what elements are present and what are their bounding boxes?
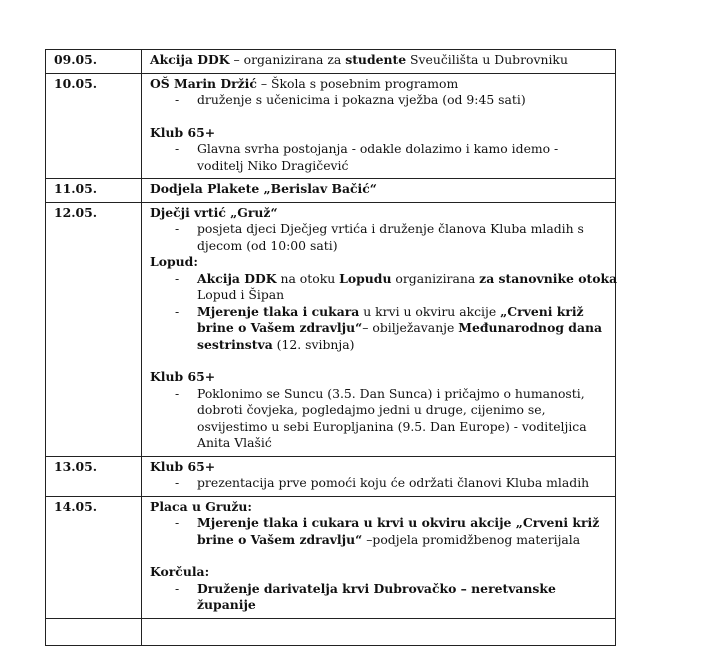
bold-text: za stanovnike otoka	[479, 270, 618, 286]
bold-text: Mjerenje tlaka i cukara	[197, 303, 360, 319]
bold-text: Lopud:	[150, 254, 198, 269]
bold-text: Klub 65+	[150, 124, 216, 140]
bold-text: Korčula:	[150, 564, 210, 579]
item-line	[197, 158, 611, 175]
dash-bullet: -	[175, 221, 180, 236]
text: Lopud i Šipan	[197, 287, 285, 302]
item-line	[197, 515, 611, 532]
text: posjeta djeci Dječjeg vrtića i druženje članova Kluba mladih s	[197, 221, 584, 236]
item-line	[197, 320, 611, 337]
row-details	[142, 179, 616, 203]
row-date-empty	[46, 618, 142, 645]
bold-text: Klub 65+	[150, 369, 216, 384]
block-heading	[150, 564, 611, 581]
row-details-empty	[142, 618, 616, 645]
blank-line	[150, 109, 611, 125]
row-details	[142, 50, 616, 74]
block-heading	[150, 459, 611, 476]
row-date: 09.05.	[46, 50, 142, 74]
bold-text: Dodjela Plakete „Berislav Bačić“	[150, 181, 377, 196]
schedule-row	[46, 73, 616, 179]
text: dobroti čovjeka, pogledajmo jedni u druge, cijenimo se,	[197, 402, 546, 417]
text: druženje s učenicima i pokazna vježba (od 9:45 sati)	[197, 92, 526, 107]
bullet-item	[150, 221, 611, 254]
block-heading	[150, 76, 611, 93]
bullet-item	[150, 475, 611, 492]
bullet-item	[150, 581, 611, 614]
text: – Škola s posebnim programom	[256, 75, 459, 91]
item-line	[197, 287, 611, 304]
schedule-body	[46, 50, 616, 646]
event-schedule-table	[45, 49, 616, 646]
bold-text: sestrinstva	[197, 336, 273, 352]
text: djecom (od 10:00 sati)	[197, 237, 338, 253]
bullet-item	[150, 141, 611, 174]
text: osvijestimo u sebi Europljanina (9.5. Dan Europe) - voditeljica	[197, 418, 587, 434]
dash-bullet: -	[175, 475, 180, 490]
row-date: 12.05.	[46, 202, 142, 456]
text: u krvi u okviru akcije	[359, 303, 501, 319]
dash-bullet: -	[175, 580, 180, 596]
text: na otoku	[276, 270, 340, 286]
schedule-row	[46, 496, 616, 618]
item-line	[197, 270, 618, 288]
blank-line	[150, 353, 611, 369]
text: (12. svibnja)	[272, 336, 355, 352]
dash-bullet: -	[175, 515, 180, 530]
block-heading	[150, 205, 611, 222]
schedule-row	[46, 456, 616, 496]
item-line	[197, 92, 611, 109]
text: Sveučilišta u Dubrovniku	[406, 52, 568, 67]
item-line	[197, 419, 611, 436]
item-line	[197, 435, 611, 452]
text: prezentacija prve pomoći koju će održati članovi Kluba mladih	[197, 475, 590, 490]
dash-bullet: -	[175, 92, 180, 107]
text: voditelj Niko Dragičević	[197, 157, 349, 173]
dash-bullet: -	[175, 270, 180, 286]
bold-text: brine o Vašem zdravlju“	[197, 320, 363, 335]
item-line	[197, 238, 611, 255]
bold-text: županije	[197, 597, 256, 612]
schedule-row	[46, 179, 616, 203]
bold-text: Akcija DDK	[150, 52, 230, 67]
text: – organizirana za	[229, 52, 346, 67]
bullet-item	[150, 92, 611, 109]
bold-text: Akcija DDK	[197, 270, 277, 286]
text: Anita Vlašić	[197, 435, 272, 450]
row-details	[142, 73, 616, 179]
row-details	[142, 496, 616, 618]
bold-text: brine o Vašem zdravlju“	[197, 531, 363, 547]
row-date: 13.05.	[46, 456, 142, 496]
text: – obilježavanje	[362, 320, 459, 335]
item-line	[197, 337, 611, 354]
item-line	[197, 475, 611, 492]
item-line	[197, 597, 611, 614]
item-line	[197, 581, 611, 598]
bold-text: Mjerenje tlaka i cukara u krvi u okviru akcije „Crveni križ	[197, 515, 600, 530]
dash-bullet: -	[175, 303, 180, 319]
item-line	[197, 141, 611, 158]
bold-text: Druženje darivatelja krvi Dubrovačko – neretvanske	[197, 580, 556, 596]
item-line	[197, 402, 611, 419]
block-heading	[150, 181, 611, 198]
text: Poklonimo se Suncu (3.5. Dan Sunca) i pričajmo o humanosti,	[197, 385, 585, 401]
bold-text: Klub 65+	[150, 458, 216, 474]
bold-text: „Crveni križ	[500, 303, 584, 319]
block-heading	[150, 369, 611, 386]
bullet-item	[150, 304, 611, 354]
text: –podjela promidžbenog materijala	[362, 531, 581, 547]
text: Glavna svrha postojanja - odakle dolazimo i kamo idemo -	[197, 141, 559, 156]
bold-text: Međunarodnog dana	[458, 320, 603, 335]
bullet-item	[150, 515, 611, 548]
schedule-row-empty	[46, 618, 616, 645]
blank-line	[150, 548, 611, 564]
text: organizirana	[391, 270, 480, 286]
item-line	[197, 304, 611, 321]
bold-text: Dječji vrtić „Gruž“	[150, 204, 278, 220]
bold-text: Placa u Gružu:	[150, 498, 252, 514]
row-date: 11.05.	[46, 179, 142, 203]
schedule-row	[46, 50, 616, 74]
schedule-row	[46, 202, 616, 456]
block-heading	[150, 499, 611, 516]
dash-bullet: -	[175, 385, 180, 401]
bullet-item	[150, 386, 611, 452]
bold-text: studente	[345, 52, 407, 67]
bold-text: OŠ Marin Držić	[150, 75, 257, 91]
block-heading	[150, 52, 611, 69]
bullet-item	[150, 270, 618, 304]
block-heading	[150, 125, 611, 142]
row-details	[142, 202, 616, 456]
dash-bullet: -	[175, 141, 180, 156]
bold-text: Lopudu	[339, 270, 392, 286]
item-line	[197, 386, 611, 403]
item-line	[197, 221, 611, 238]
row-date: 14.05.	[46, 496, 142, 618]
row-date: 10.05.	[46, 73, 142, 179]
item-line	[197, 532, 611, 549]
block-heading	[150, 254, 611, 271]
row-details	[142, 456, 616, 496]
